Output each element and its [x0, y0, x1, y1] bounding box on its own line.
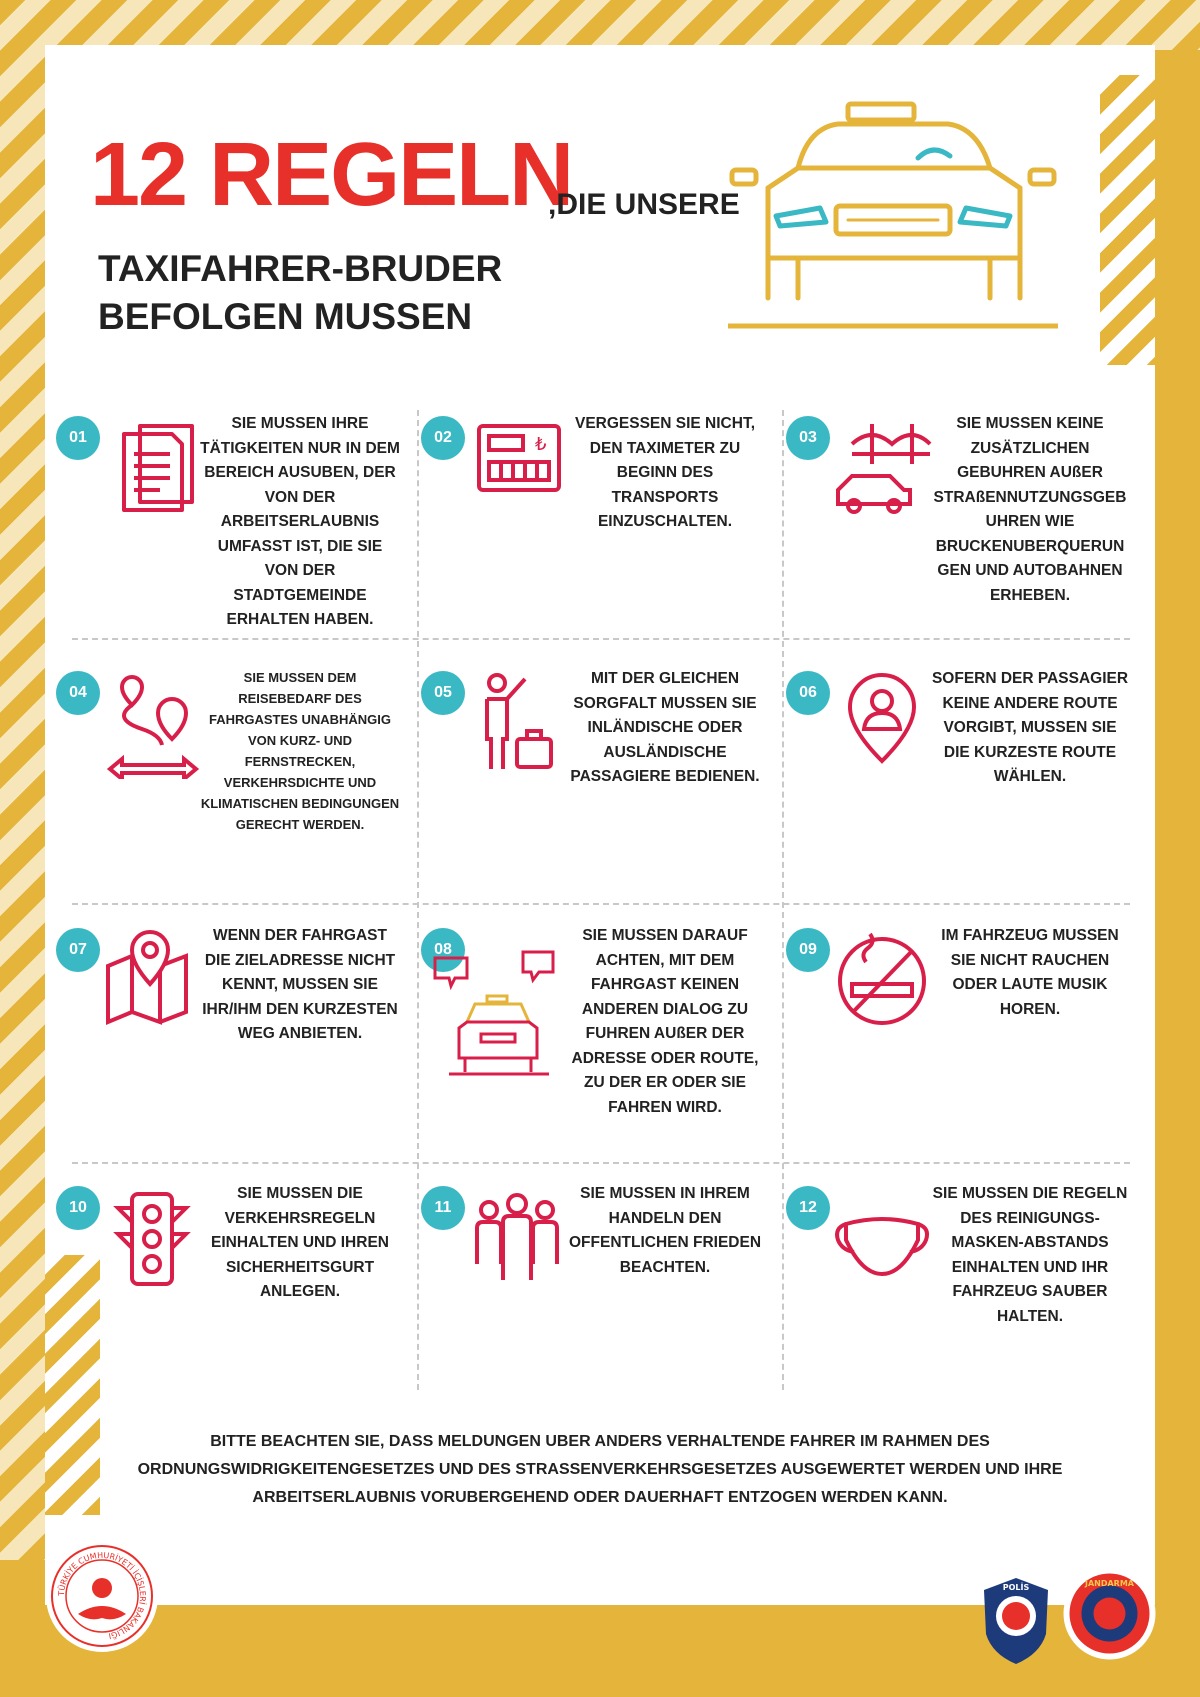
- rule-number: 07: [56, 928, 100, 972]
- rule-04: [69, 665, 424, 910]
- rule-number: 06: [786, 671, 830, 715]
- title-line-2: TAXIFAHRER-BRUDER: [98, 248, 503, 289]
- rule-number: 10: [56, 1186, 100, 1230]
- rule-07: [69, 922, 424, 1167]
- bridge-car-icon: [832, 414, 932, 524]
- documents-icon: [102, 414, 202, 524]
- no-smoking-icon: [832, 926, 932, 1036]
- rule-text: SIE MUSSEN DEM REISEBEDARF DES FAHRGASTES UNABHÄNGIG VON KURZ- UND FERNSTRECKEN, VERKEHRSDICHTE UND KLIMATISCHEN BEDINGUNGEN GERECHT WERDEN.: [200, 670, 400, 832]
- route-icon: [102, 669, 202, 779]
- taxi-illustration-icon: [728, 98, 1058, 333]
- rule-03: [799, 410, 1154, 655]
- traffic-light-icon: [102, 1184, 202, 1294]
- rule-text: SIE MUSSEN DIE VERKEHRSREGELN EINHALTEN UND IHREN SICHERHEITSGURT ANLEGEN.: [211, 1185, 389, 1300]
- title-main: 12 REGELN: [90, 125, 573, 225]
- rule-11: [434, 1180, 789, 1425]
- rule-text: MIT DER GLEICHEN SORGFALT MUSSEN SIE INLÄNDISCHE ODER AUSLÄNDISCHE PASSAGIERE BEDIENEN.: [570, 670, 760, 785]
- rule-text: IM FAHRZEUG MUSSEN SIE NICHT RAUCHEN ODER LAUTE MUSIK HOREN.: [941, 927, 1119, 1018]
- rule-text: WENN DER FAHRGAST DIE ZIELADRESSE NICHT KENNT, MUSSEN SIE IHR/IHM DEN KURZESTEN WEG ANBIETEN.: [202, 927, 398, 1042]
- ministry-seal-icon: [44, 1538, 160, 1654]
- police-emblem-icon: [980, 1576, 1052, 1666]
- left-stripes: [0, 0, 45, 1697]
- rule-10: [69, 1180, 424, 1425]
- rule-number: 12: [786, 1186, 830, 1230]
- rule-02: [434, 410, 789, 655]
- rule-09: [799, 922, 1154, 1167]
- rule-text: SIE MUSSEN DIE REGELN DES REINIGUNGS-MASKEN-ABSTANDS EINHALTEN UND IHR FAHRZEUG SAUBER HALTEN.: [932, 1185, 1128, 1325]
- rule-06: [799, 665, 1154, 910]
- footer-note: BITTE BEACHTEN SIE, DASS MELDUNGEN UBER ANDERS VERHALTENDE FAHRER IM RAHMEN DES ORDNUNGSWIDRIGKEITENGESETZES UND DES STRASSENVERKEHRSGESETZES AUSGEWERTET WERDEN UND IHRE ARBEITSERLAUBNIS VORUBERGEHEND ODER DAUERHAFT ENTZOGEN WERDEN KANN.: [137, 1433, 1063, 1506]
- rule-text: VERGESSEN SIE NICHT, DEN TAXIMETER ZU BEGINN DES TRANSPORTS EINZUSCHALTEN.: [574, 415, 755, 530]
- rule-number: 08: [421, 928, 465, 972]
- rule-text: SOFERN DER PASSAGIER KEINE ANDERE ROUTE VORGIBT, MUSSEN SIE DIE KURZESTE ROUTE WÄHLEN.: [931, 670, 1129, 785]
- seal-police-text: POLİS: [1002, 1583, 1030, 1592]
- rule-01: [69, 410, 424, 655]
- svg-text:₺: ₺: [535, 434, 547, 455]
- decor-stripes-right: [1100, 75, 1155, 365]
- rule-text: SIE MUSSEN KEINE ZUSÄTZLICHEN GEBUHREN AUßER STRAßENNUTZUNGSGEB UHREN WIE BRUCKENUBERQUERUN GEN UND AUTOBAHNEN ERHEBEN.: [933, 415, 1127, 604]
- people-group-icon: [467, 1184, 567, 1294]
- seal-left-text: TÜRKİYE CUMHURİYETİ İÇİŞLERİ BAKANLIĞI: [56, 1550, 148, 1641]
- rule-number: 04: [56, 671, 100, 715]
- rule-12: [799, 1180, 1154, 1425]
- taximeter-icon: [467, 414, 567, 524]
- rule-number: 01: [56, 416, 100, 460]
- rule-05: [434, 665, 789, 910]
- rule-number: 09: [786, 928, 830, 972]
- rule-number: 03: [786, 416, 830, 460]
- rule-number: 05: [421, 671, 465, 715]
- top-stripes: [0, 0, 1200, 50]
- rule-text: SIE MUSSEN IHRE TÄTIGKEITEN NUR IN DEM BEREICH AUSUBEN, DER VON DER ARBEITSERLAUBNIS UMFASST IST, DIE SIE VON DER STADTGEMEINDE ERHALTEN HABEN.: [200, 415, 400, 628]
- title-line-3: BEFOLGEN MUSSEN: [98, 296, 473, 337]
- rule-text: SIE MUSSEN IN IHREM HANDELN DEN OFFENTLICHEN FRIEDEN BEACHTEN.: [568, 1185, 762, 1276]
- rule-text: SIE MUSSEN DARAUF ACHTEN, MIT DEM FAHRGAST KEINEN ANDEREN DIALOG ZU FUHREN AUßER DER ADRESSE ODER ROUTE, ZU DER ER ODER SIE FAHREN WIRD.: [571, 927, 759, 1116]
- passenger-luggage-icon: [467, 669, 567, 779]
- rules-grid: [69, 410, 1130, 1390]
- rule-08: [434, 922, 789, 1167]
- face-mask-icon: [832, 1184, 932, 1294]
- jandarma-emblem-icon: [1062, 1566, 1157, 1661]
- title-suffix: ,DIE UNSERE: [548, 188, 740, 221]
- map-pin-icon: [102, 926, 202, 1036]
- location-person-icon: [832, 669, 932, 779]
- taxi-speech-icon: [431, 948, 561, 1098]
- rule-number: 02: [421, 416, 465, 460]
- rule-number: 11: [421, 1186, 465, 1230]
- seal-jandarma-text: JANDARMA: [1084, 1579, 1135, 1588]
